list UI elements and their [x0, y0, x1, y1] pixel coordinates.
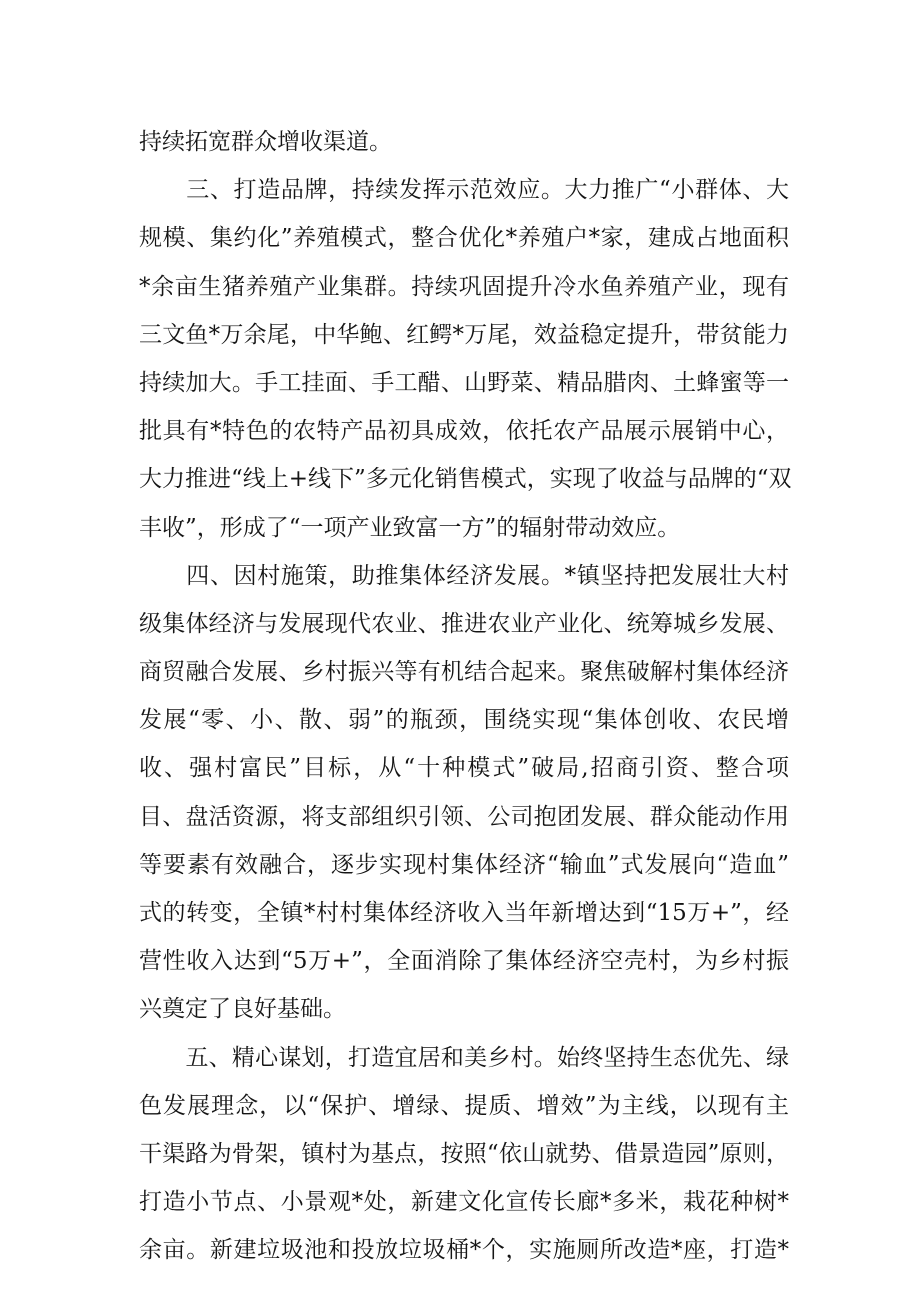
paragraph-continuation — [139, 118, 789, 166]
text-line: 规模、集约化”养殖模式，整合优化*养殖户*家，建成占地面积 — [139, 225, 789, 252]
text-line: 大力推进“线上+线下”多元化销售模式，实现了收益与品牌的“双 — [139, 466, 792, 493]
text-line: 级集体经济与发展现代农业、推进农业产业化、统筹城乡发展、 — [139, 610, 789, 637]
text-line: 兴奠定了良好基础。 — [139, 996, 346, 1023]
text-line: 式的转变，全镇*村村集体经济收入当年新增达到“15万+”，经 — [139, 900, 789, 926]
paragraph-section-3 — [139, 166, 792, 552]
text-line: 商贸融合发展、乡村振兴等有机结合起来。聚焦破解村集体经济 — [139, 659, 789, 686]
text-line: *余亩生猪养殖产业集群。持续巩固提升冷水鱼养殖产业，现有 — [139, 273, 789, 300]
text-line: 三文鱼*万余尾，中华鲍、红鳄*万尾，效益稳定提升，带贫能力 — [139, 321, 789, 348]
text-line: 五、精心谋划，打造宜居和美乡村。始终坚持生态优先、绿 — [139, 1044, 789, 1071]
paragraph-section-5 — [139, 1034, 789, 1275]
text-line: 丰收”，形成了“一项产业致富一方”的辐射带动效应。 — [139, 514, 681, 541]
text-line: 批具有*特色的农特产品初具成效，依托农产品展示展销中心， — [139, 418, 789, 445]
text-line: 三、打造品牌，持续发挥示范效应。大力推广“小群体、大 — [139, 177, 789, 204]
text-line: 持续加大。手工挂面、手工醋、山野菜、精品腊肉、土蜂蜜等一 — [139, 369, 789, 396]
text-line: 打造小节点、小景观*处，新建文化宣传长廊*多米，栽花种树* — [139, 1189, 789, 1216]
text-line: 干渠路为骨架，镇村为基点，按照“依山就势、借景造园”原则， — [139, 1140, 789, 1167]
text-line: 色发展理念，以“保护、增绿、提质、增效”为主线，以现有主 — [139, 1092, 789, 1119]
paragraph-section-4 — [139, 552, 789, 1034]
document-body — [139, 118, 792, 1275]
text-line: 收、强村富民”目标，从“十种模式”破局,招商引资、整合项 — [139, 755, 789, 782]
text-line: 持续拓宽群众增收渠道。 — [139, 129, 392, 155]
text-line: 营性收入达到“5万+”，全面消除了集体经济空壳村，为乡村振 — [139, 948, 789, 975]
text-line: 余亩。新建垃圾池和投放垃圾桶*个，实施厕所改造*座，打造* — [139, 1237, 789, 1264]
text-line: 等要素有效融合，逐步实现村集体经济“输血”式发展向“造血” — [139, 851, 789, 878]
text-line: 四、因村施策，助推集体经济发展。*镇坚持把发展壮大村 — [139, 562, 789, 589]
text-line: 发展“零、小、散、弱”的瓶颈，围绕实现“集体创收、农民增 — [139, 707, 789, 734]
text-line: 目、盘活资源，将支部组织引领、公司抱团发展、群众能动作用 — [139, 803, 789, 830]
